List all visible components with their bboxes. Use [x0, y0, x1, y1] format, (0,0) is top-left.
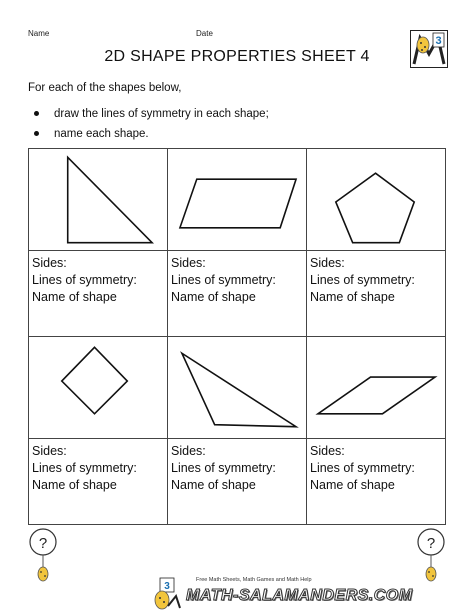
instructions-intro: For each of the shapes below,: [28, 82, 182, 94]
shape-cell-diamond: [29, 337, 168, 439]
symmetry-label: Lines of symmetry:: [32, 273, 137, 287]
info-cell: [29, 251, 168, 337]
footer-site-link[interactable]: MATH-SALAMANDERS.COM: [186, 587, 413, 604]
svg-text:3: 3: [164, 581, 170, 592]
question-balloon-icon: [416, 527, 446, 585]
instruction-text: draw the lines of symmetry in each shape;: [54, 108, 269, 120]
instruction-item: [28, 124, 269, 144]
help-symbol: ?: [38, 535, 48, 552]
square-rotated-shape: [29, 337, 167, 438]
info-cell: [307, 439, 446, 525]
symmetry-label: Lines of symmetry:: [171, 461, 276, 475]
instructions-list: [28, 104, 269, 144]
sides-label: Sides:: [32, 256, 67, 270]
info-cell: [168, 439, 307, 525]
shape-cell-scalene-triangle: [168, 337, 307, 439]
shape-name-label: Name of shape: [171, 290, 256, 304]
symmetry-label: Lines of symmetry:: [171, 273, 276, 287]
footer-tagline: Free Math Sheets, Math Games and Math Help: [196, 577, 312, 583]
sides-label: Sides:: [171, 444, 206, 458]
sides-label: Sides:: [171, 256, 206, 270]
bullet-icon: [34, 131, 39, 136]
name-label: Name: [28, 29, 50, 38]
shape-cell-rhombus: [307, 337, 446, 439]
rhombus-shape: [307, 337, 445, 438]
info-cell: [307, 251, 446, 337]
symmetry-label: Lines of symmetry:: [310, 461, 415, 475]
salamander-mascot-icon: [150, 576, 182, 610]
info-cell: [29, 439, 168, 525]
date-label: Date: [196, 29, 213, 38]
question-balloon-icon: [28, 527, 58, 585]
info-cell: [168, 251, 307, 337]
shape-name-label: Name of shape: [32, 290, 117, 304]
pentagon-shape: [307, 149, 445, 250]
symmetry-label: Lines of symmetry:: [32, 461, 137, 475]
sides-label: Sides:: [32, 444, 67, 458]
parallelogram-shape: [168, 149, 306, 250]
shape-name-label: Name of shape: [310, 478, 395, 492]
shape-cell-pentagon: [307, 149, 446, 251]
page-title: 2D SHAPE PROPERTIES SHEET 4: [104, 48, 370, 65]
right-triangle-shape: [29, 149, 167, 250]
sides-label: Sides:: [310, 444, 345, 458]
scalene-triangle-shape: [168, 337, 306, 438]
shape-name-label: Name of shape: [32, 478, 117, 492]
sides-label: Sides:: [310, 256, 345, 270]
symmetry-label: Lines of symmetry:: [310, 273, 415, 287]
shape-cell-parallelogram: [168, 149, 307, 251]
help-symbol: ?: [426, 535, 436, 552]
shape-cell-right-triangle: [29, 149, 168, 251]
shapes-grid: [28, 148, 446, 525]
shape-name-label: Name of shape: [310, 290, 395, 304]
grade-number: 3: [435, 35, 442, 47]
instruction-text: name each shape.: [54, 128, 149, 140]
bullet-icon: [34, 111, 39, 116]
shape-name-label: Name of shape: [171, 478, 256, 492]
instruction-item: [28, 104, 269, 124]
